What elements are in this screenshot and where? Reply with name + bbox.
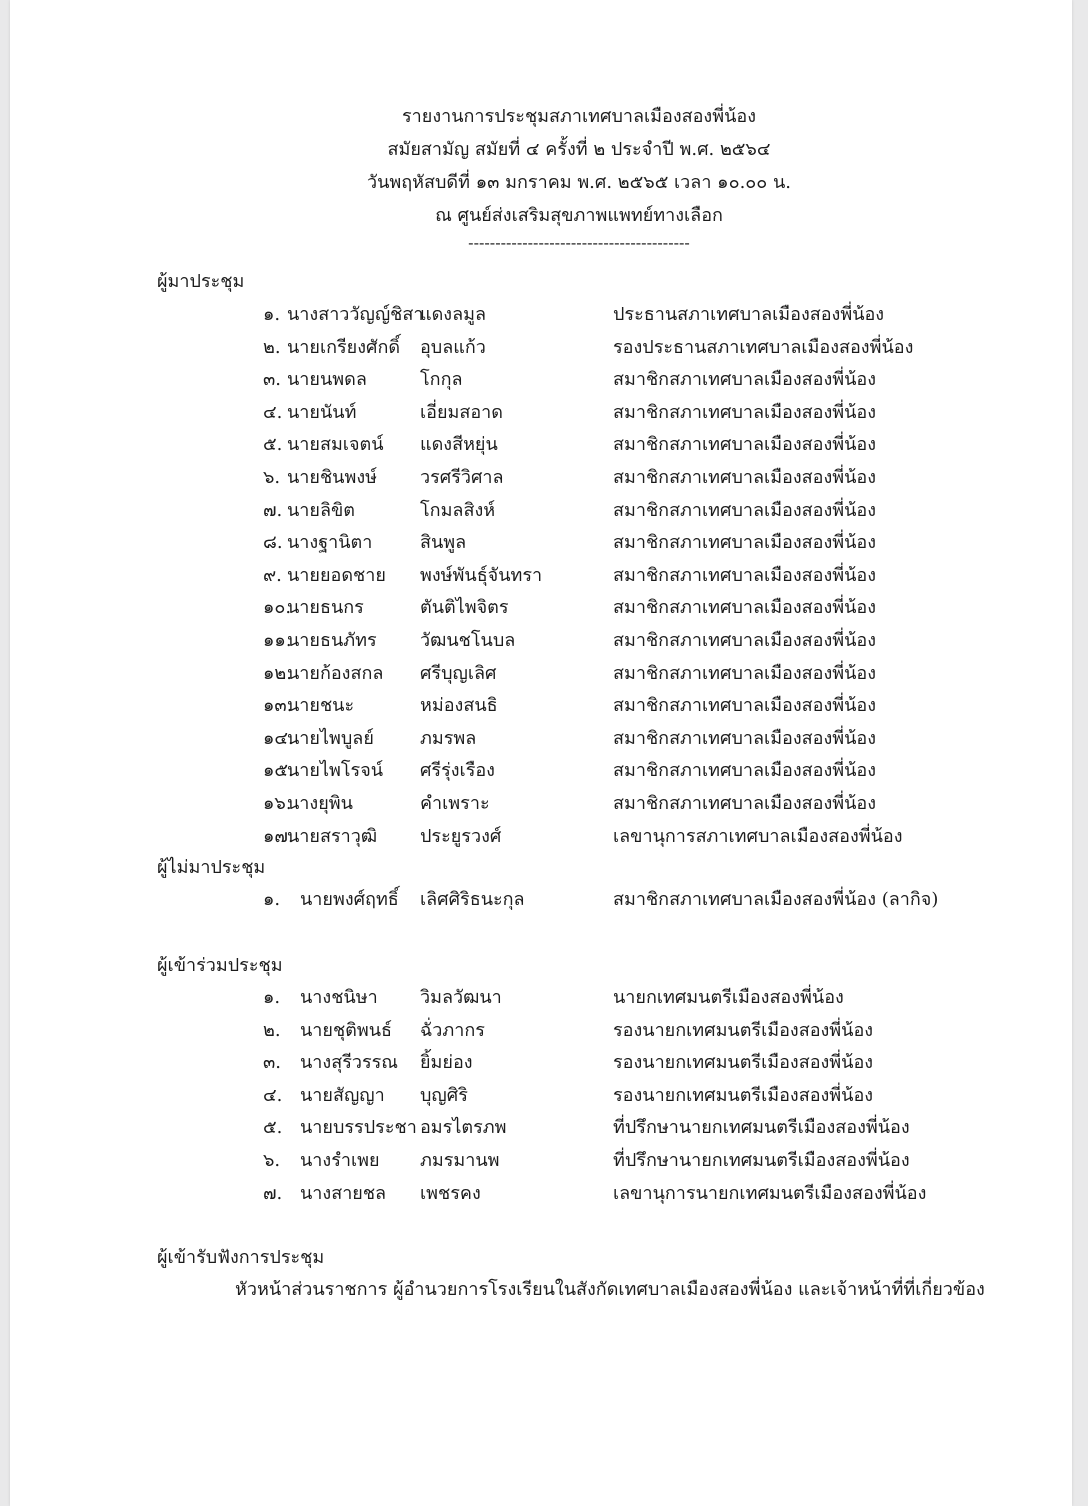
item-number: ๑๑. xyxy=(263,630,292,651)
person-role: สมาชิกสภาเทศบาลเมืองสองพี่น้อง xyxy=(613,369,877,391)
person-name: นายสราวุฒิ xyxy=(287,825,378,847)
person-surname: เลิศศิริธนะกุล xyxy=(420,889,525,910)
list-item xyxy=(10,624,1072,657)
person-role: สมาชิกสภาเทศบาลเมืองสองพี่น้อง xyxy=(613,597,877,619)
person-surname: พงษ์พันธุ์จันทรา xyxy=(420,564,543,586)
person-role: รองประธานสภาเทศบาลเมืองสองพี่น้อง xyxy=(613,336,914,358)
person-surname: โกกุล xyxy=(420,369,463,391)
list-item xyxy=(10,591,1072,624)
report-title: รายงานการประชุมสภาเทศบาลเมืองสองพี่น้อง xyxy=(402,106,756,127)
person-name: นายนพดล xyxy=(287,369,367,391)
person-role: สมาชิกสภาเทศบาลเมืองสองพี่น้อง xyxy=(613,434,877,456)
list-item xyxy=(10,363,1072,396)
absentees-title: ผู้ไม่มาประชุม xyxy=(157,857,266,878)
item-number: ๑๔. xyxy=(263,727,294,749)
person-role: รองนายกเทศมนตรีเมืองสองพี่น้อง xyxy=(613,1084,874,1106)
person-name: นายพงศ์ฤทธิ์ xyxy=(300,889,399,910)
item-number: ๙. xyxy=(263,564,282,586)
person-surname: ศรีบุญเลิศ xyxy=(420,662,497,684)
person-name: นายยอดชาย xyxy=(287,564,386,586)
item-number: ๑. xyxy=(263,987,281,1008)
list-item xyxy=(10,981,1072,1014)
observers-text: หัวหน้าส่วนราชการ ผู้อำนวยการโรงเรียนในสังกัดเทศบาลเมืองสองพี่น้อง และเจ้าหน้าที่ที่เกี่ยวข้อง xyxy=(235,1279,985,1300)
person-surname: ประยูรวงศ์ xyxy=(420,825,502,847)
participants-title: ผู้เข้าร่วมประชุม xyxy=(157,955,283,976)
list-item xyxy=(10,1144,1072,1177)
person-name: นางยุพิน xyxy=(287,793,353,814)
list-item xyxy=(10,428,1072,461)
list-item xyxy=(10,722,1072,755)
person-name: นางฐานิตา xyxy=(287,532,373,554)
person-name: นายสมเจตน์ xyxy=(287,434,384,456)
person-role: ที่ปรึกษานายกเทศมนตรีเมืองสองพี่น้อง xyxy=(613,1117,910,1139)
item-number: ๔. xyxy=(263,1084,283,1106)
person-surname: ยิ้มย่อง xyxy=(420,1052,473,1074)
report-header xyxy=(10,100,1088,254)
list-item xyxy=(10,1111,1072,1144)
list-item xyxy=(10,657,1072,690)
person-surname: แดงสีหยุ่น xyxy=(420,434,498,456)
person-surname: หม่องสนธิ xyxy=(420,695,498,717)
person-role: สมาชิกสภาเทศบาลเมืองสองพี่น้อง xyxy=(613,793,877,814)
person-surname: วัฒนชโนบล xyxy=(420,630,516,651)
person-surname: ภมรพล xyxy=(420,727,477,749)
person-name: นายสัญญา xyxy=(300,1084,385,1106)
header-divider: ----------------------------------------- xyxy=(468,233,690,252)
person-name: นางรำเพย xyxy=(300,1150,380,1171)
list-item xyxy=(10,298,1072,331)
list-item xyxy=(10,1014,1072,1047)
person-name: นางสุรีวรรณ xyxy=(300,1052,398,1074)
person-role: สมาชิกสภาเทศบาลเมืองสองพี่น้อง xyxy=(613,532,877,554)
person-name: นายชินพงษ์ xyxy=(287,467,377,488)
list-item xyxy=(10,494,1072,527)
item-number: ๑. xyxy=(263,889,281,910)
person-role: สมาชิกสภาเทศบาลเมืองสองพี่น้อง xyxy=(613,564,877,586)
person-name: นายธนภัทร xyxy=(287,630,377,651)
list-item xyxy=(10,1079,1072,1112)
observers-title: ผู้เข้ารับฟังการประชุม xyxy=(157,1247,325,1268)
item-number: ๗. xyxy=(263,499,283,521)
item-number: ๑๕. xyxy=(263,760,294,782)
item-number: ๕. xyxy=(263,1117,283,1139)
list-item xyxy=(10,396,1072,429)
item-number: ๓. xyxy=(263,1052,282,1074)
list-item xyxy=(10,820,1072,853)
item-number: ๒. xyxy=(263,336,281,358)
person-name: นางสายชล xyxy=(300,1182,387,1204)
list-item xyxy=(10,689,1072,722)
person-surname: สินพูล xyxy=(420,532,467,554)
person-role: รองนายกเทศมนตรีเมืองสองพี่น้อง xyxy=(613,1019,874,1041)
list-item xyxy=(10,754,1072,787)
list-item xyxy=(10,526,1072,559)
person-role: สมาชิกสภาเทศบาลเมืองสองพี่น้อง xyxy=(613,662,877,684)
item-number: ๗. xyxy=(263,1182,283,1204)
person-name: นายบรรประชา xyxy=(300,1117,417,1139)
item-number: ๖. xyxy=(263,467,281,488)
person-surname: วรศรีวิศาล xyxy=(420,467,504,488)
item-number: ๔. xyxy=(263,401,283,423)
item-number: ๑๓. xyxy=(263,695,293,717)
person-name: นายลิขิต xyxy=(287,499,355,521)
person-surname: เอี่ยมสอาด xyxy=(420,401,503,423)
person-surname: คำเพราะ xyxy=(420,793,490,814)
person-role: สมาชิกสภาเทศบาลเมืองสองพี่น้อง xyxy=(613,695,877,717)
person-surname: วิมลวัฒนา xyxy=(420,987,502,1008)
person-name: นายธนกร xyxy=(287,597,364,619)
item-number: ๑. xyxy=(263,304,281,325)
item-number: ๑๗. xyxy=(263,825,294,847)
person-role: สมาชิกสภาเทศบาลเมืองสองพี่น้อง xyxy=(613,401,877,423)
item-number: ๘. xyxy=(263,532,283,554)
person-name: นายไพบูลย์ xyxy=(287,727,374,749)
attendees-title: ผู้มาประชุม xyxy=(157,271,245,292)
report-venue: ณ ศูนย์ส่งเสริมสุขภาพแพทย์ทางเลือก xyxy=(435,205,723,226)
person-role: เลขานุการนายกเทศมนตรีเมืองสองพี่น้อง xyxy=(613,1182,927,1204)
list-item xyxy=(10,1177,1072,1210)
person-role: นายกเทศมนตรีเมืองสองพี่น้อง xyxy=(613,987,844,1008)
item-number: ๓. xyxy=(263,369,282,391)
report-session: สมัยสามัญ สมัยที่ ๔ ครั้งที่ ๒ ประจำปี พ.ศ. ๒๕๖๔ xyxy=(387,139,771,160)
person-name: นายชนะ xyxy=(287,695,355,717)
item-number: ๑๒. xyxy=(263,662,293,684)
person-name: นางชนิษา xyxy=(300,987,378,1008)
list-item xyxy=(10,1046,1072,1079)
person-surname: แดงลมูล xyxy=(420,304,487,325)
person-name: นายก้องสกล xyxy=(287,662,384,684)
person-surname: เพชรคง xyxy=(420,1182,481,1204)
person-role: รองนายกเทศมนตรีเมืองสองพี่น้อง xyxy=(613,1052,874,1074)
person-surname: อมรไตรภพ xyxy=(420,1117,507,1139)
item-number: ๑๖. xyxy=(263,793,292,814)
person-role: สมาชิกสภาเทศบาลเมืองสองพี่น้อง xyxy=(613,499,877,521)
report-date: วันพฤหัสบดีที่ ๑๓ มกราคม พ.ศ. ๒๕๖๕ เวลา ๑๐.๐๐ น. xyxy=(366,172,792,193)
person-name: นายนันท์ xyxy=(287,401,357,423)
person-surname: ภมรมานพ xyxy=(420,1150,500,1171)
list-item xyxy=(10,787,1072,820)
person-name: นางสาววัญญ์ชิสา xyxy=(287,304,424,325)
person-surname: บุญศิริ xyxy=(420,1084,468,1106)
person-role: ประธานสภาเทศบาลเมืองสองพี่น้อง xyxy=(613,304,885,325)
item-number: ๖. xyxy=(263,1150,281,1171)
item-number: ๕. xyxy=(263,434,283,456)
person-surname: อุบลแก้ว xyxy=(420,336,486,358)
person-surname: โกมลสิงห์ xyxy=(420,499,496,521)
person-role: ที่ปรึกษานายกเทศมนตรีเมืองสองพี่น้อง xyxy=(613,1150,910,1171)
list-item xyxy=(10,331,1072,364)
meeting-report xyxy=(10,0,1072,1506)
person-surname: ตันติไพจิตร xyxy=(420,597,509,619)
person-role: เลขานุการสภาเทศบาลเมืองสองพี่น้อง xyxy=(613,825,903,847)
list-item xyxy=(10,559,1072,592)
person-role: สมาชิกสภาเทศบาลเมืองสองพี่น้อง xyxy=(613,467,877,488)
person-role: สมาชิกสภาเทศบาลเมืองสองพี่น้อง xyxy=(613,630,877,651)
item-number: ๑๐. xyxy=(263,597,292,619)
list-item xyxy=(10,883,1072,916)
person-role: สมาชิกสภาเทศบาลเมืองสองพี่น้อง xyxy=(613,760,877,782)
person-role: สมาชิกสภาเทศบาลเมืองสองพี่น้อง xyxy=(613,727,877,749)
list-item xyxy=(10,461,1072,494)
document-page xyxy=(10,0,1072,1506)
person-name: นายเกรียงศักดิ์ xyxy=(287,336,401,358)
person-surname: ฉั่วภากร xyxy=(420,1019,485,1041)
item-number: ๒. xyxy=(263,1019,281,1041)
person-role: สมาชิกสภาเทศบาลเมืองสองพี่น้อง (ลากิจ) xyxy=(613,889,939,910)
person-name: นายไพโรจน์ xyxy=(287,760,384,782)
person-name: นายชุติพนธ์ xyxy=(300,1019,393,1041)
person-surname: ศรีรุ่งเรือง xyxy=(420,760,495,782)
